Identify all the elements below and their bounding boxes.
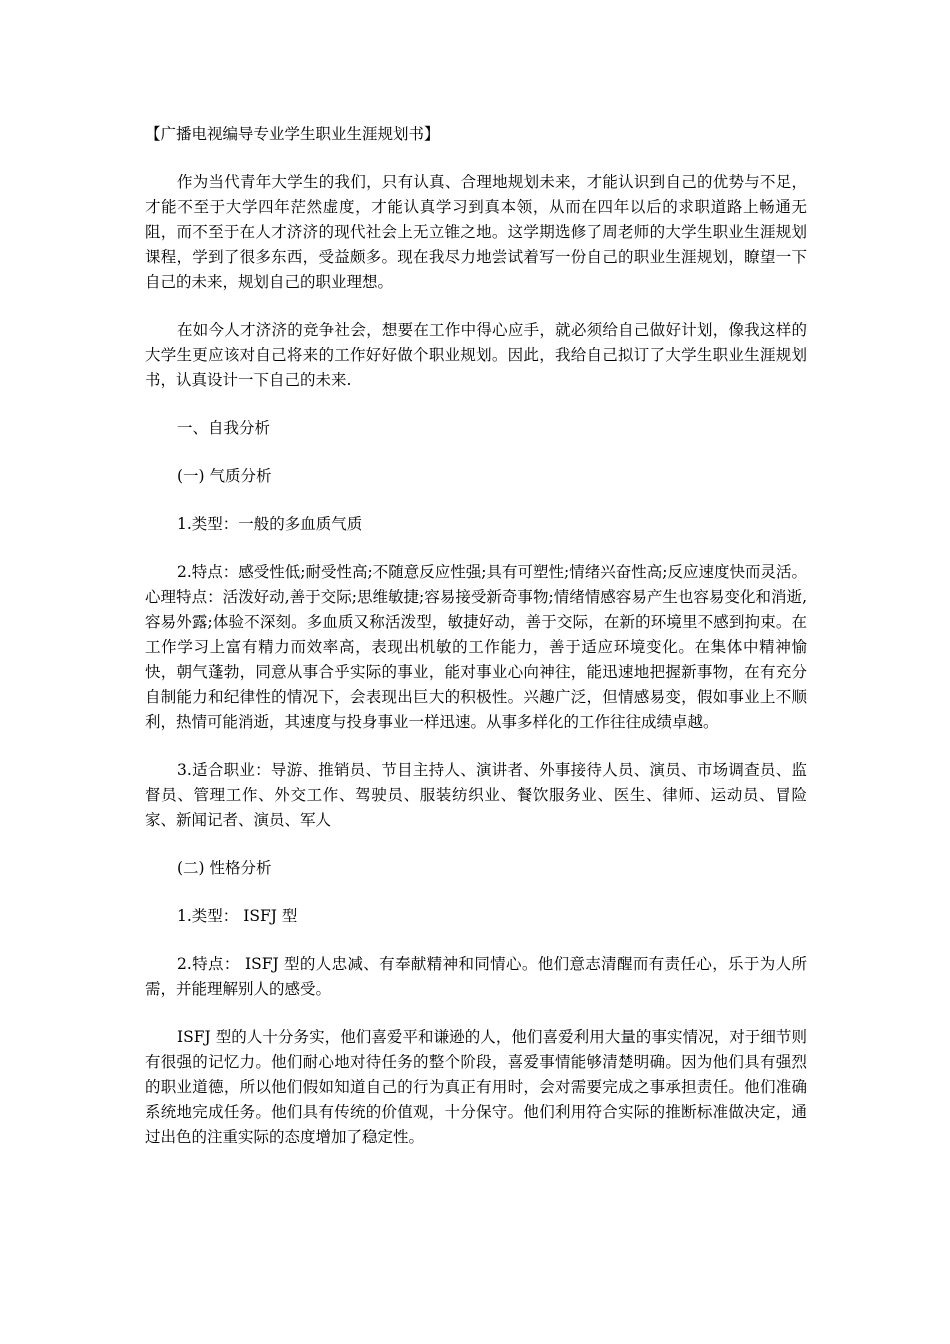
temperament-features: 2.特点：感受性低;耐受性高;不随意反应性强;具有可塑性;情绪兴奋性高;反应速度快而灵活。 心理特点：活泼好动,善于交际;思维敏捷;容易接受新奇事物;情绪情感容易产生也容易变化和消逝,容易外露;体验不深刻。多血质又称活泼型，敏捷好动，善于交际，在新的环境里不感到拘束。在工作学习上富有精力而效率高，表现出机敏的工作能力，善于适应环境变化。在集体中精神愉快，朝气蓬勃，同意从事合乎实际的事业，能对事业心向神往，能迅速地把握新事物，在有充分自制能力和纪律性的情况下，会表现出巨大的积极性。兴趣广泛，但情感易变，假如事业上不顺利，热情可能消逝，其速度与投身事业一样迅速。从事多样化的工作往往成绩卓越。: [145, 563, 807, 731]
document-page: [145, 122, 807, 1173]
personality-description: ISFJ 型的人十分务实，他们喜爱平和谦逊的人，他们喜爱利用大量的事实情况，对于细节则有很强的记忆力。他们耐心地对待任务的整个阶段，喜爱事情能够清楚明确。因为他们具有强烈的职业道德，所以他们假如知道自己的行为真正有用时，会对需要完成之事承担责任。他们准确系统地完成任务。他们具有传统的价值观，十分保守。他们利用符合实际的推断标准做决定，通过出色的注重实际的态度增加了稳定性。: [145, 1028, 807, 1146]
subsection-heading-temperament: (一) 气质分析: [177, 467, 272, 485]
temperament-type: 1.类型：一般的多血质气质: [177, 515, 363, 533]
temperament-careers: 3.适合职业：导游、推销员、节目主持人、演讲者、外事接待人员、演员、市场调查员、监督员、管理工作、外交工作、驾驶员、服装纺织业、餐饮服务业、医生、律师、运动员、冒险家、新闻记者、演员、军人: [145, 761, 807, 829]
personality-type: 1.类型： ISFJ 型: [177, 907, 298, 925]
personality-features: 2.特点： ISFJ 型的人忠减、有奉献精神和同情心。他们意志清醒而有责任心，乐于为人所需，并能理解别人的感受。: [145, 955, 807, 998]
intro-paragraph-2: 在如今人才济济的竞争社会，想要在工作中得心应手，就必须给自己做好计划，像我这样的大学生更应该对自己将来的工作好好做个职业规划。因此，我给自己拟订了大学生职业生涯规划书，认真设计一下自己的未来.: [145, 321, 807, 389]
section-heading-self-analysis: 一、自我分析: [177, 419, 271, 437]
document-title: 【广播电视编导专业学生职业生涯规划书】: [145, 125, 440, 143]
intro-paragraph-1: 作为当代青年大学生的我们，只有认真、合理地规划未来，才能认识到自己的优势与不足，才能不至于大学四年茫然虚度，才能认真学习到真本领，从而在四年以后的求职道路上畅通无阻，而不至于在人才济济的现代社会上无立锥之地。这学期选修了周老师的大学生职业生涯规划课程，学到了很多东西，受益颇多。现在我尽力地尝试着写一份自己的职业生涯规划，瞭望一下自己的未来，规划自己的职业理想。: [145, 173, 807, 291]
subsection-heading-personality: (二) 性格分析: [177, 859, 272, 877]
